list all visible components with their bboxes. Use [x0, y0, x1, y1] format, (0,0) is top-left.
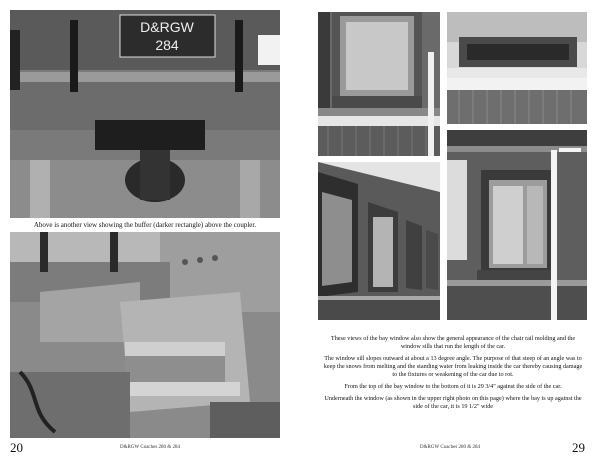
photo-coupler-buffer [10, 10, 280, 218]
photo-bay-window-measurement [447, 130, 587, 320]
left-page-number: 20 [10, 440, 23, 455]
paragraph-3: From the top of the bay window to the bottom of it is 29 3/4" against the side of the car. [344, 383, 562, 390]
photo-bay-window-exterior [318, 12, 440, 156]
photo-car-side-bay-windows [318, 162, 440, 320]
photo-car-steps [10, 232, 280, 438]
paragraph-4: Underneath the window (as shown in the upper right photo on this page) where the bay is up against the side of the car, it is 19 1/2" wide [324, 395, 582, 410]
photo-caption: Above is another view showing the buffer (darker rectangle) above the coupler. [33, 221, 257, 229]
car-number-sign-line2: 284 [155, 37, 179, 53]
right-page-footer: D&RGW Coaches 280 & 284 [420, 445, 480, 450]
paragraph-1: These views of the bay window also show the general appearance of the chair rail molding and the window sills that run the length of the car. [330, 335, 576, 350]
photo-bay-window-underside [447, 12, 587, 124]
left-page-footer: D&RGW Coaches 280 & 284 [120, 445, 180, 450]
right-page-number: 29 [572, 440, 585, 455]
paragraph-2: The window sill slopes outward at about a 13 degree angle. The purpose of that steep of an angle was to keep the snows from melting and the standing water from leaking inside the car thereby causing damage to the fixtures or weakening of the car due to rot. [323, 355, 583, 378]
bay-window-description [322, 335, 584, 415]
car-number-sign-line1: D&RGW [140, 19, 194, 35]
